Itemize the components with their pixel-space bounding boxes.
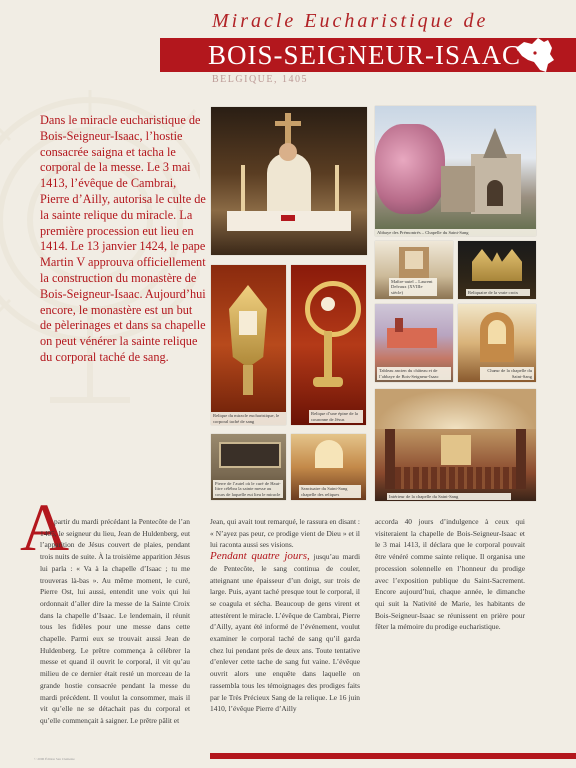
body-column-3 bbox=[375, 516, 525, 633]
body-column-1-text: partir du mardi précédant la Pentecôte de l’an 1405, le seigneur du lieu, Jean de Huldenberg, eut l’apparition de Jésus couvert de plaies, pendant trois nuits de suite. À la troisième apparition Jésus lui parla : « Va à la chapelle d’Isaac ; tu me trouveras là-bas ». Au même moment, le curé, Pierre Ost, lui aussi, entendit une voix qui lui ordonnait d’aller dire la messe de la Sainte Croix dans la chapelle d’Isaac. Le lendemain, il réunit tous les fidèles pour une messe dans cette chapelle. Parmi eux se trouvait aussi Jean de Huldenberg. Le prêtre commença à célébrer la messe et quand il ouvrit le corporal, il vit qu’au milieu de ce dernier était resté un morceau de la grande hostie consacrée pendant la messe du mardi précédent. Il voulut la consommer, mais il vit qu’elle ne se détachait pas du corporal et qu’elle commençait à saigner. Le prêtre pâlit et bbox=[40, 517, 190, 725]
photo-choir bbox=[458, 304, 536, 382]
caption-relic-case: Reliquaire de la vraie croix bbox=[466, 289, 530, 296]
photo-altar-stone bbox=[211, 434, 286, 500]
caption-abbey: Abbaye des Prémontrés – Chapelle du Saint-Sang bbox=[375, 229, 536, 236]
belgium-map-icon bbox=[512, 34, 558, 76]
photo-main-altar bbox=[375, 241, 453, 299]
caption-sanctuary: Sanctuaire du Saint-Sang chapelle des reliques bbox=[299, 485, 361, 498]
body-column-1 bbox=[40, 516, 190, 727]
caption-plaque: Pierre de l’autel où le curé de Haut-Ittre célébra la sainte messe au cours de laquelle eut lieu le miracle bbox=[213, 480, 283, 498]
caption-thorn: Relique d’une épine de la couronne de Jésus bbox=[309, 410, 363, 423]
photo-priest-altar bbox=[211, 107, 367, 255]
caption-painting: Tableau ancien du château et de l’abbaye de Bois-Seigneur-Isaac bbox=[377, 367, 451, 380]
drop-cap: A bbox=[20, 489, 70, 565]
title-bar bbox=[160, 38, 576, 72]
photo-abbey bbox=[375, 106, 536, 236]
photo-corporal-reliquary bbox=[211, 265, 286, 425]
caption-altar: Maître-autel – Laurent Delvaux (XVIIIe siècle) bbox=[389, 278, 437, 296]
header-script-title: Miracle Eucharistique de bbox=[212, 10, 489, 32]
body-column-2-text bbox=[210, 516, 360, 715]
photo-thorn-reliquary bbox=[291, 265, 366, 425]
caption-corporal: Relique du miracle eucharistique, le corporal taché de sang bbox=[211, 412, 286, 425]
photo-old-painting bbox=[375, 304, 453, 382]
body-column-2-rest: jusqu’au mardi de Pentecôte, le sang continua de couler, atteignant une épaisseur d’un doigt, sur trois de large. Puis, ayant taché presque tout le corporal, il se coagula et sécha. Beaucoup de gens virent et attestèrent le miracle. L’évêque de Cambrai, Pierre d’Ailly, ayant été informé de l’événement, voulut examiner le corporal taché de sang qu’il garda chez lui pendant près de deux ans. Toute tentative d’enlever cette tache de sang fut vaine. L’évêque ouvrit alors une enquête dans laquelle on rassembla tous les témoignages des prodiges faits par le Très Précieux Sang de la relique. Le 16 juin 1410, l’évêque Pierre d’Ailly bbox=[210, 552, 361, 714]
photo-sanctuary bbox=[291, 434, 366, 500]
intro-text: Dans le miracle eucharistique de Bois-Seigneur-Isaac, l’hostie consacrée saigna et tacha le corporal de la messe. Le 3 mai 1413, l’évêque de Cambrai, Pierre d’Ailly, autorisa le culte de la sainte relique du miracle. La première procession eut lieu en 1414. Le 13 janvier 1424, le pape Martin V approuva officiellement la construction du monastère de Bois-Seigneur-Isaac. Aujourd’hui encore, le monastère est un but de pèlerinages et dans sa chapelle on peut vénérer la sainte relique du corporal taché de sang. bbox=[40, 113, 206, 364]
body-column-3-text: accorda 40 jours d’indulgence à ceux qui visiteraient la chapelle de Bois-Seigneur-Isaac et le 3 mai 1413, il déclara que le corporal pouvait être vénéré comme sainte relique. Il organisa une procession solennelle en l’honneur du prodige avec l’exposition publique du Saint-Sacrement. Encore aujourd’hui, chaque année, le dimanche qui suit la Nativité de Marie, les habitants de Bois-Seigneur-Isaac se réunissent en prière pour fêter la mémoire du prodige eucharistique. bbox=[375, 517, 525, 632]
section-lead: Pendant quatre jours, bbox=[210, 550, 310, 563]
page-title: BOIS-SEIGNEUR-ISAAC bbox=[208, 40, 522, 70]
body-column-2 bbox=[210, 516, 360, 715]
body-column-2-intro: Jean, qui avait tout remarqué, le rassura en disant : « N’ayez pas peur, ce prodige vient de Dieu » et il lui raconta aussi ses visions. bbox=[210, 517, 360, 550]
caption-nave: Intérieur de la chapelle du Saint-Sang bbox=[387, 493, 511, 500]
photo-relic-case bbox=[458, 241, 536, 299]
photo-chapel-interior bbox=[375, 389, 536, 501]
footer-rule bbox=[210, 753, 576, 759]
copyright: © 2006 Édition San Clemente bbox=[34, 757, 75, 761]
caption-choir: Chœur de la chapelle du Saint-Sang bbox=[480, 367, 534, 380]
location-date: BELGIQUE, 1405 bbox=[212, 74, 308, 85]
